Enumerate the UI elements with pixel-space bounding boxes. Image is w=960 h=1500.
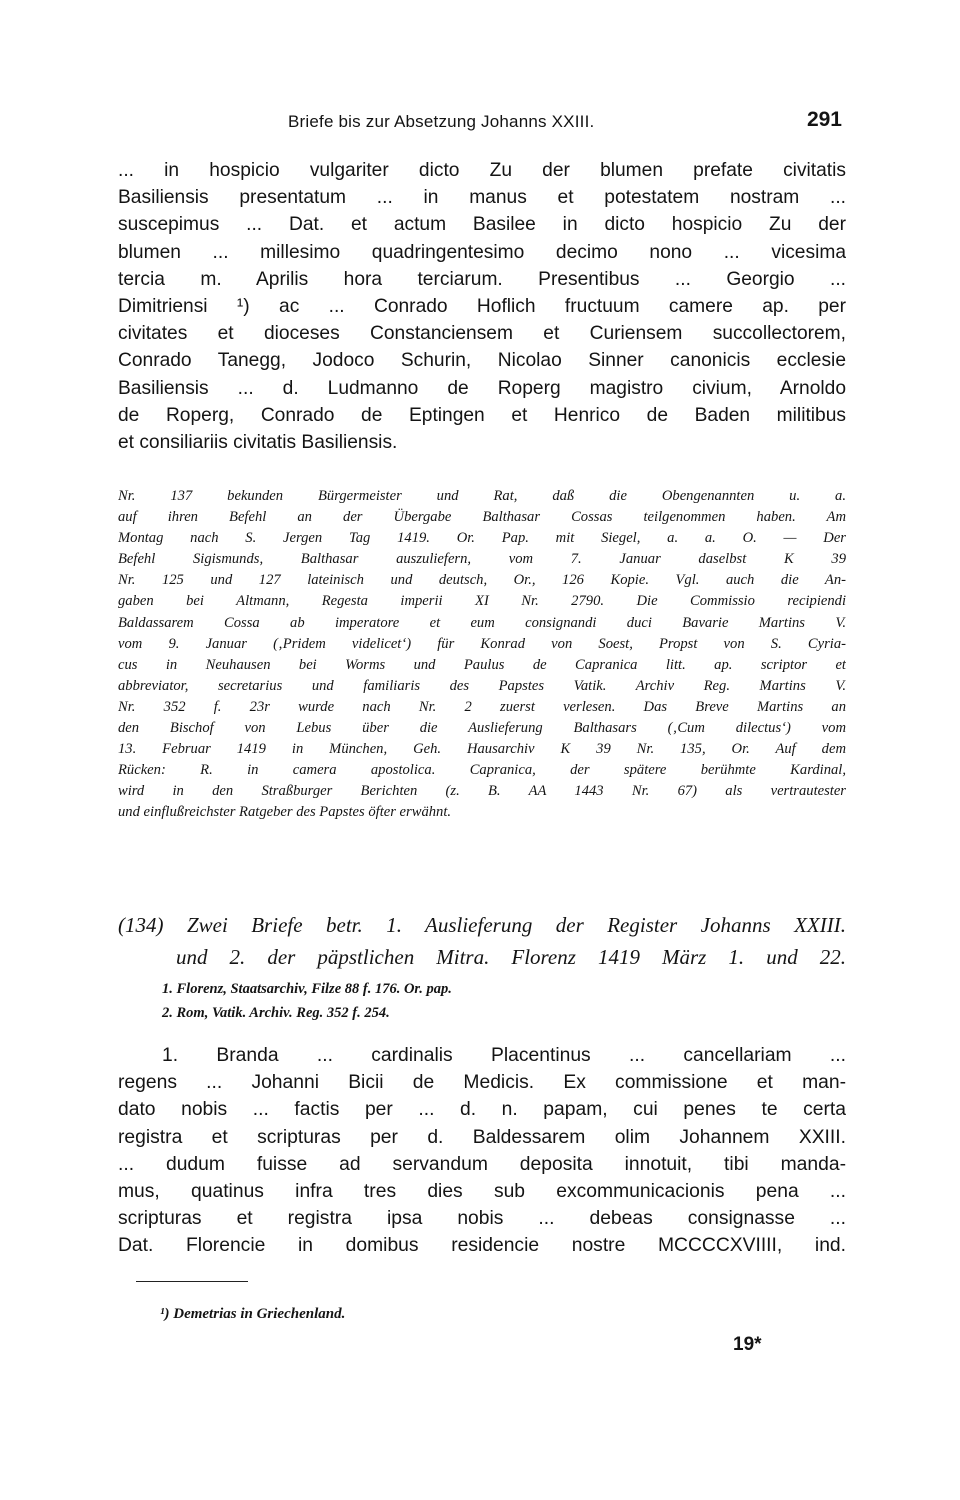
- commentary-line: Rücken: R. in camera apostolica. Capranica, der spätere berühmte Kardinal,: [118, 762, 846, 779]
- heading-line: und 2. der päpstlichen Mitra. Florenz 1419 März 1. und 22.: [176, 945, 846, 969]
- page-number: 291: [806, 108, 842, 131]
- commentary-line: auf ihren Befehl an der Übergabe Balthasar Cossas teilgenommen haben. Am: [118, 509, 846, 526]
- commentary-line: Nr. 137 bekunden Bürgermeister und Rat, daß die Obengenannten u. a.: [118, 488, 846, 504]
- letter-text-continuation: [118, 157, 846, 456]
- text-line: de Roperg, Conrado de Eptingen et Henrico de Baden militibus: [118, 404, 846, 426]
- running-title: Briefe bis zur Absetzung Johanns XXIII.: [288, 112, 595, 131]
- footnote-divider: [136, 1281, 248, 1282]
- document-line: ... dudum fuisse ad servandum deposita innotuit, tibi manda-: [118, 1153, 846, 1175]
- document-line: Dat. Florencie in domibus residencie nostre MCCCCXVIIII, ind.: [118, 1235, 846, 1257]
- text-line: tercia m. Aprilis hora terciarum. Presentibus ... Georgio ...: [118, 268, 846, 290]
- text-line: Dimitriensi ¹) ac ... Conrado Hoflich fructuum camere ap. per: [118, 295, 846, 317]
- text-line: Conrado Tanegg, Jodoco Schurin, Nicolao Sinner canonicis ecclesie: [118, 350, 846, 372]
- commentary-block: [118, 486, 846, 824]
- heading-line: (134) Zwei Briefe betr. 1. Auslieferung der Register Johanns XXIII.: [118, 913, 846, 937]
- commentary-line: wird in den Straßburger Berichten (z. B. AA 1443 Nr. 67) als vertrautester: [118, 783, 846, 800]
- commentary-line: abbreviator, secretarius und familiaris des Papstes Vatik. Archiv Reg. Martins V.: [118, 677, 846, 694]
- commentary-line: gaben bei Altmann, Regesta imperii XI Nr. 2790. Die Commissio recipiendi: [118, 593, 846, 610]
- text-line: Basiliensis presentatum ... in manus et potestatem nostram ...: [118, 187, 846, 209]
- commentary-line: Befehl Sigismunds, Balthasar auszuliefern, vom 7. Januar daselbst K 39: [118, 551, 846, 568]
- document-line: mus, quatinus infra tres dies sub excommunicacionis pena ...: [118, 1180, 846, 1202]
- document-heading: [118, 909, 846, 973]
- commentary-line: vom 9. Januar (‚Pridem videlicet‘) für Konrad von Soest, Propst von S. Cyria-: [118, 635, 846, 652]
- archival-sources: [118, 977, 846, 1025]
- commentary-line: 13. Februar 1419 in München, Geh. Hausarchiv K 39 Nr. 135, Or. Auf dem: [118, 741, 846, 758]
- footnote: ¹) Demetrias in Griechenland.: [160, 1306, 346, 1322]
- commentary-line: Montag nach S. Jergen Tag 1419. Or. Pap. mit Siegel, a. a. O. — Der: [118, 530, 846, 547]
- commentary-line: cus in Neuhausen bei Worms und Paulus de Capranica litt. ap. scriptor et: [118, 656, 846, 673]
- commentary-line: Baldassarem Cossa ab imperatore et eum consignandi duci Bavarie Martins V.: [118, 614, 846, 631]
- commentary-line: Nr. 125 und 127 lateinisch und deutsch, Or., 126 Kopie. Vgl. auch die An-: [118, 572, 846, 589]
- commentary-line: und einflußreichster Ratgeber des Papstes öfter erwähnt.: [118, 804, 452, 821]
- source-line: 1. Florenz, Staatsarchiv, Filze 88 f. 176. Or. pap.: [162, 981, 452, 997]
- text-line: et consiliariis civitatis Basiliensis.: [118, 431, 398, 453]
- document-line: regens ... Johanni Bicii de Medicis. Ex commissione et man-: [118, 1072, 846, 1094]
- source-line: 2. Rom, Vatik. Archiv. Reg. 352 f. 254.: [162, 1005, 390, 1021]
- page-header: [118, 108, 842, 138]
- document-line: scripturas et registra ipsa nobis ... debeas consignasse ...: [118, 1208, 846, 1230]
- text-line: Basiliensis ... d. Ludmanno de Roperg magistro civium, Arnoldo: [118, 377, 846, 399]
- text-line: suscepimus ... Dat. et actum Basilee in dicto hospicio Zu der: [118, 214, 846, 236]
- text-line: ... in hospicio vulgariter dicto Zu der blumen prefate civitatis: [118, 160, 846, 181]
- signature-mark: 19*: [733, 1334, 762, 1355]
- document-text: [118, 1042, 846, 1260]
- commentary-line: Nr. 352 f. 23r wurde nach Nr. 2 zuerst verlesen. Das Breve Martins an: [118, 698, 846, 715]
- text-line: civitates et dioceses Constanciensem et Curiensem succollectorem,: [118, 323, 846, 345]
- document-line: registra et scripturas per d. Baldessarem olim Johannem XXIII.: [118, 1126, 846, 1148]
- document-line: 1. Branda ... cardinalis Placentinus ... cancellariam ...: [162, 1045, 846, 1066]
- commentary-line: den Bischof von Lebus über die Auslieferung Balthasars (‚Cum dilectus‘) vom: [118, 720, 846, 737]
- document-line: dato nobis ... factis per ... d. n. papam, cui penes te certa: [118, 1099, 846, 1121]
- text-line: blumen ... millesimo quadringentesimo decimo nono ... vicesima: [118, 241, 846, 263]
